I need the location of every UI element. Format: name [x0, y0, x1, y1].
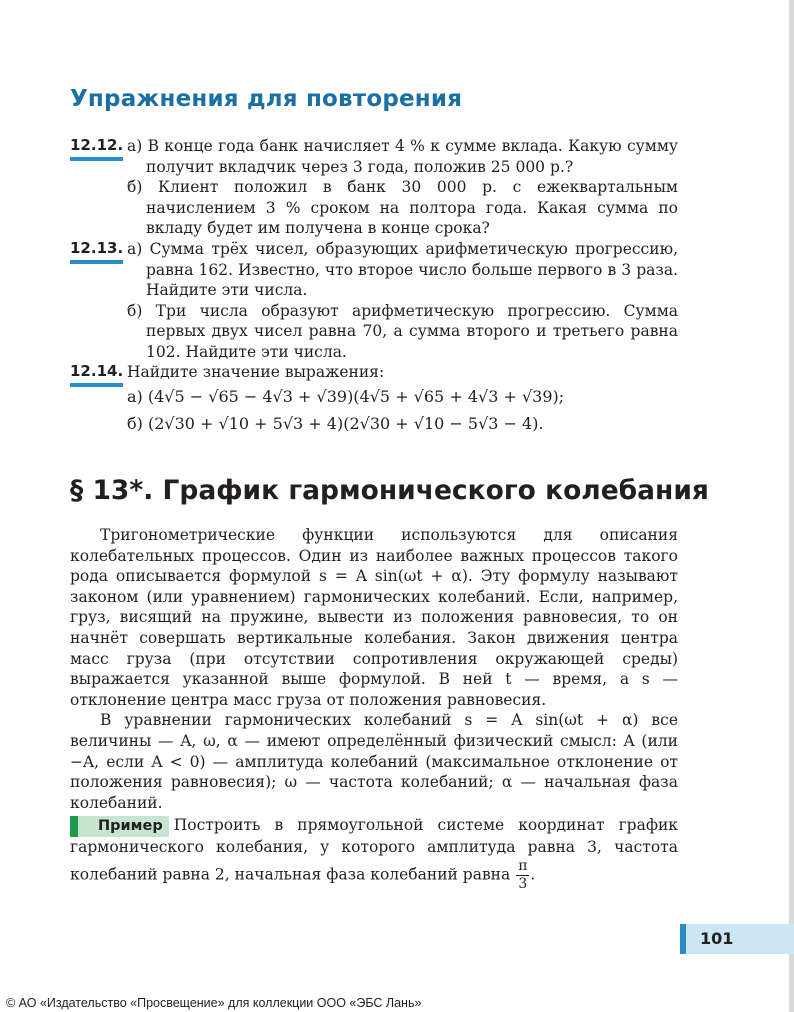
exercise-number: 12.12. [70, 136, 123, 161]
formula-a: а) (4√5 − √65 − 4√3 + √39)(4√5 + √65 + 4√3 + √39); [127, 386, 565, 406]
page-number-bar [680, 924, 686, 954]
fraction-numerator: π [518, 858, 528, 874]
exercise-intro: Найдите значение выражения: [127, 363, 385, 381]
page-number: 101 [700, 929, 734, 948]
exercise-body [127, 362, 678, 437]
example-end: . [530, 865, 536, 884]
formula-b: б) (2√30 + √10 + 5√3 + 4)(2√30 + √10 − 5√3 − 4). [127, 413, 544, 433]
exercise-12-14 [70, 362, 678, 437]
exercise-12-13 [70, 239, 678, 362]
fraction-denominator: 3 [518, 876, 528, 892]
paragraph-title: § 13*. График гармонического колебания [70, 475, 709, 506]
section-heading: Упражнения для повторения [70, 86, 463, 112]
exercise-number: 12.13. [70, 239, 123, 264]
exercise-body [127, 239, 678, 362]
exercise-number: 12.14. [70, 362, 123, 387]
exercise-body [127, 136, 678, 239]
example-block [70, 815, 678, 893]
copyright: © АО «Издательство «Просвещение» для коллекции ООО «ЭБС Лань» [6, 996, 422, 1010]
main-paragraph: В уравнении гармонических колебаний s = A sin(ωt + α) все величины — A, ω, α — имеют определённый физический смысл: A (или −A, если A < 0) — амплитуда колебаний (максимальное отклонение от положения равновесия); ω — частота колебаний; α — начальная фаза колебаний. [70, 711, 678, 812]
page-number-box [680, 924, 794, 954]
exercise-part-a: а) В конце года банк начисляет 4 % к сумме вклада. Какую сумму получит вкладчик через 3 года, положив 25 000 р.? [127, 137, 678, 176]
exercise-part-b: б) Три числа образуют арифметическую прогрессию. Сумма первых двух чисел равна 70, а сумма второго и третьего равна 102. Найдите эти числа. [127, 301, 678, 361]
main-paragraph: Тригонометрические функции используются для описания колебательных процессов. Один из наиболее важных процессов такого рода описывается формулой s = A sin(ωt + α). Эту формулу называют законом (или уравнением) гармонических колебаний. Если, например, груз, висящий на пружине, вывести из положения равновесия, то он начнёт совершать вертикальные колебания. Закон движения центра масс груза (при отсутствии сопротивления окружающей среды) выражается указанной выше формулой. В ней t — время, а s — отклонение центра масс груза от положения равновесия. [70, 526, 678, 709]
exercise-12-12 [70, 136, 678, 239]
exercise-part-b: б) Клиент положил в банк 30 000 р. с ежеквартальным начислением 3 % сроком на полтора года. Какая сумма по вкладу будет им получена в конце срока? [127, 178, 678, 237]
example-text: Построить в прямоугольной системе координат график гармонического колебания, у которого амплитуда равна 3, частота колебаний равна 2, начальная фаза колебаний равна [70, 816, 678, 884]
main-text [70, 525, 678, 813]
example-label: Пример [70, 816, 169, 837]
fraction-pi-over-3 [516, 858, 529, 893]
page-edge [789, 0, 794, 1012]
exercise-part-a: а) Сумма трёх чисел, образующих арифметическую прогрессию, равна 162. Известно, что второе число больше первого в 3 раза. Найдите эти числа. [127, 240, 678, 299]
